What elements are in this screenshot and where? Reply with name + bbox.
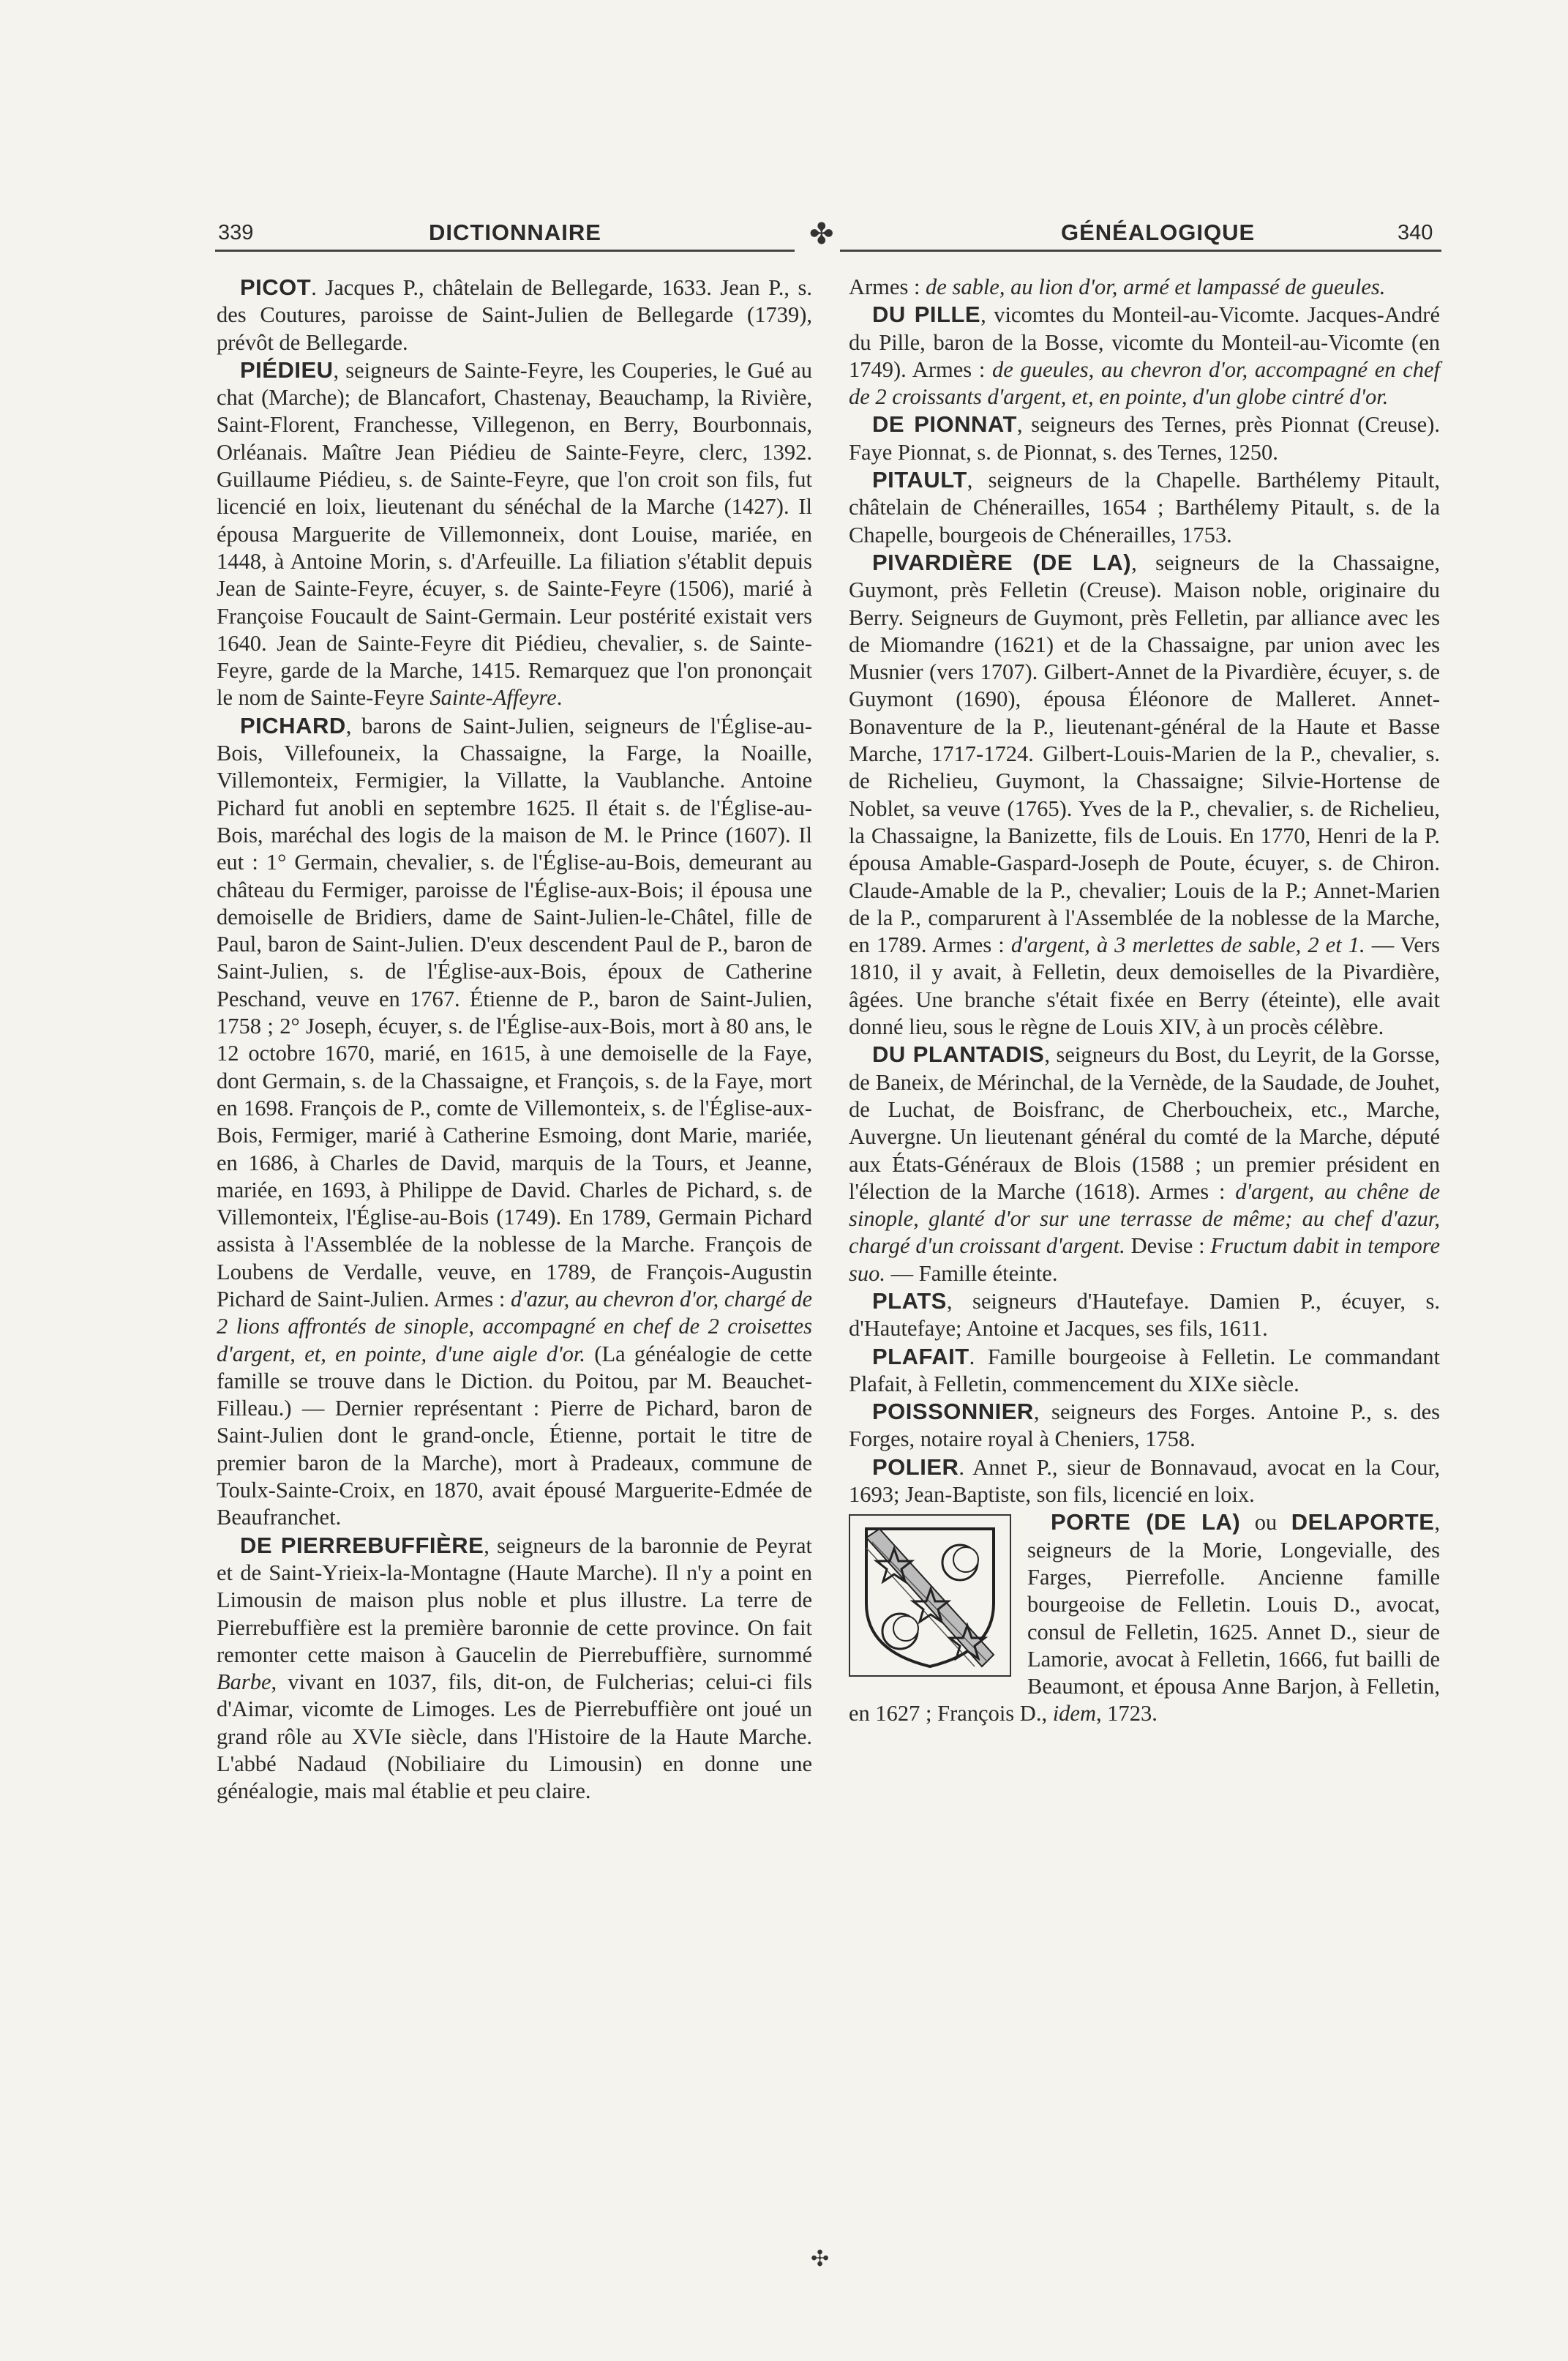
entry-text: , seigneurs d'Hautefaye. Damien P., écuyer, s. d'Hautefaye; Antoine et Jacques, ses fils, 1611.	[849, 1288, 1440, 1342]
entry-poissonnier	[849, 1398, 1440, 1453]
fleuron-top-icon: ✤	[809, 217, 834, 250]
entry-name: PITAULT	[872, 467, 967, 493]
entry-text-after: .	[556, 685, 563, 711]
entry-name: PICHARD	[240, 712, 346, 738]
entry-text: . Annet P., sieur de Bonnavaud, avocat en la Cour, 1693; Jean-Baptiste, son fils, licencié en loix.	[849, 1454, 1440, 1508]
entry-name: PIÉDIEU	[240, 356, 334, 383]
entry-du-pille	[849, 301, 1440, 411]
entry-pitault	[849, 466, 1440, 549]
entry-arms: d'argent, au chêne de sinople, glanté d'or sur une terrasse de même; au chef d'azur, chargé d'un croissant d'argent.	[849, 1178, 1441, 1259]
left-column	[217, 274, 812, 2250]
entry-text: , seigneurs des Ternes, près Pionnat (Creuse). Faye Pionnat, s. de Pionnat, s. des Ternes, 1250.	[849, 412, 1440, 465]
entry-pichard	[217, 712, 812, 1532]
entry-text: , seigneurs des Forges. Antoine P., s. des Forges, notaire royal à Cheniers, 1758.	[849, 1399, 1440, 1452]
fleuron-bottom-icon: ✣	[811, 2247, 830, 2271]
entry-name: PICOT	[240, 274, 312, 300]
entry-name: POISSONNIER	[872, 1399, 1034, 1425]
page-number-right: 340	[1398, 221, 1433, 244]
entry-text: , barons de Saint-Julien, seigneurs de l'Église-au-Bois, Villefouneix, la Chassaigne, la Farge, la Noaille, Villemonteix, Fermigier, la Villatte, la Vaublanche. Antoine Pichard fut anobli en septembre 1625. Il était s. de l'Église-au-Bois, maréchal des logis de la maison de M. le Prince (1607). Il eut : 1° Germain, chevalier, s. de l'Église-au-Bois, demeurant au château du Fermiger, paroisse de l'Église-aux-Bois; il épousa une demoiselle de Bridiers, dame de Saint-Julien-le-Châtel, fille de Paul, baron de Saint-Julien. D'eux descendent Paul de P., baron de Saint-Julien, s. de l'Église-aux-Bois, époux de Catherine Peschand, veuve en 1767. Étienne de P., baron de Saint-Julien, 1758 ; 2° Joseph, écuyer, s. de l'Église-aux-Bois, mort à 80 ans, le 12 octobre 1670, marié, en 1615, à une demoiselle de la Faye, dont Germain, s. de la Chassaigne, et François, s. de la Faye, mort en 1698. François de P., comte de Villemonteix, s. de l'Église-aux-Bois, Fermiger, marié à Catherine Esmoing, dont Marie, mariée, en 1686, à Charles de David, marquis de la Tours, et Jeanne, mariée, en 1693, à Philippe de David. Charles de Pichard, s. de Villemonteix, l'Église-au-Bois (1749). En 1789, Germain Pichard assista à l'Assemblée de la noblesse de la Marche. François de Loubens de Verdalle, veuve, en 1789, de François-Augustin Pichard de Saint-Julien. Armes :	[217, 713, 812, 1312]
entry-arms: de sable, au lion d'or, armé et lampassé de gueules.	[926, 274, 1386, 299]
entry-text-after: , seigneurs de la Morie, Longevialle, des Farges, Pierrefolle. Ancienne famille bourgeoise de Felletin. Louis D., avocat, consul de Felletin, 1625. Annet D., sieur de Lamorie, avocat à Felletin, 1666, fut bailli de Beaumont, et épousa Anne Barjon, à Felletin, en 1627 ; François D.,	[849, 1510, 1440, 1726]
entry-polier	[849, 1453, 1440, 1509]
right-column	[849, 274, 1440, 2264]
entry-text: , seigneurs du Bost, du Leyrit, de la Gorsse, de Baneix, de Mérinchal, de la Vernède, de la Saudade, de Jouhet, de Luchat, de Boisfranc, de Cherboucheix, etc., Marche, Auvergne. Un lieutenant général du comté de la Marche, député aux États-Généraux de Blois (1588 ; un premier président en l'élection de la Marche (1618). Armes :	[849, 1042, 1440, 1204]
entry-pierrebuffiere-arms	[849, 274, 1440, 301]
entry-text: Armes :	[849, 274, 926, 299]
entry-text: ou	[1240, 1510, 1291, 1535]
entry-plafait	[849, 1343, 1440, 1399]
entry-plats	[849, 1287, 1440, 1343]
entry-arms: Sainte-Affeyre	[429, 685, 557, 711]
entry-name: DE PIERREBUFFIÈRE	[240, 1532, 484, 1558]
entry-text: , seigneurs de la baronnie de Peyrat et de Saint-Yrieix-la-Montagne (Haute Marche). Il n'y a point en Limousin de maison plus noble et plus illustre. La terre de Pierrebuffière est la première baronnie de cette province. On fait remonter cette maison à Gaucelin de Pierrebuffière, surnommé	[217, 1533, 812, 1667]
entry-name: DU PLANTADIS	[872, 1041, 1045, 1068]
entry-name: PLAFAIT	[872, 1343, 969, 1369]
entry-arms: de gueules, au chevron d'or, accompagné en chef de 2 croissants d'argent, et, en pointe, d'un globe cintré d'or.	[849, 356, 1441, 410]
entry-text-after: — Vers 1810, il y avait, à Felletin, deux demoiselles de la Pivardière, âgées. Une branche s'était fixée en Berry (éteinte), elle avait donné lieu, sous le règne de Louis XIV, à un procès célèbre.	[849, 932, 1440, 1040]
entry-piedieu	[217, 356, 812, 712]
page-number-left: 339	[218, 221, 254, 244]
entry-name: PORTE (DE LA)	[1051, 1509, 1241, 1535]
entry-text: . Famille bourgeoise à Felletin. Le commandant Plafait, à Felletin, commencement du XIXe siècle.	[849, 1344, 1440, 1396]
header-title-right: GÉNÉALOGIQUE	[1061, 220, 1256, 245]
entry-name: POLIER	[872, 1453, 959, 1480]
entry-text-after2: — Famille éteinte.	[885, 1260, 1058, 1286]
entry-name: DU PILLE	[872, 302, 981, 328]
entry-picot	[217, 274, 812, 356]
entry-name: PLATS	[872, 1287, 947, 1314]
entry-arms: Barbe	[217, 1669, 271, 1695]
header-title-left: DICTIONNAIRE	[429, 220, 601, 245]
entry-motto: Fructum dabit in tempore suo.	[849, 1233, 1440, 1286]
shield-icon	[850, 1516, 1010, 1675]
entry-text-after: , vivant en 1037, fils, dit-on, de Fulcherias; celui-ci fils d'Aimar, vicomte de Limoges. Les de Pierrebuffière ont joué un grand rôle au XVIe siècle, dans l'Histoire de la Haute Marche. L'abbé Nadaud (Nobiliaire du Limousin) en donne une généalogie, mais mal établie et peu claire.	[217, 1669, 812, 1804]
header-rule-left	[215, 250, 795, 252]
entry-text: , seigneurs de Sainte-Feyre, les Couperies, le Gué au chat (Marche); de Blancafort, Chastenay, Beauchamp, la Rivière, Saint-Florent, Franchesse, Villegenon, en Berry, Bourbonnais, Orléanais. Maître Jean Piédieu de Sainte-Feyre, clerc, 1392. Guillaume Piédieu, s. de Sainte-Feyre, que l'on croit son fils, fut licencié en loix, lieutenant du sénéchal de la Marche (1427). Il épousa Marguerite de Villemonneix, dont Louise, mariée, en 1448, à Antoine Morin, s. d'Arfeuille. La filiation s'établit depuis Jean de Sainte-Feyre, écuyer, s. de Sainte-Feyre (1506), marié à Françoise Foucault de Saint-Germain. Leur postérité existait vers 1640. Jean de Sainte-Feyre dit Piédieu, chevalier, s. de Sainte-Feyre, garde de la Marche, 1415. Remarquez que l'on prononçait le nom de Sainte-Feyre	[217, 357, 812, 711]
entry-pierrebuffiere	[217, 1532, 812, 1806]
entry-name: DE PIONNAT	[872, 411, 1017, 438]
entry-text: , seigneurs de la Chassaigne, Guymont, près Felletin (Creuse). Maison noble, originaire du Berry. Seigneurs de Guymont, près Felletin, par alliance avec les de Miomandre (1621) et de la Chassaigne, par union avec les Musnier (vers 1707). Gilbert-Annet de la Pivardière, écuyer, s. de Guymont (1690), épousa Éléonore de Malleret. Annet-Bonaventure de la P., lieutenant-général de la Haute et Basse Marche, 1717-1724. Gilbert-Louis-Marien de la P., chevalier, s. de Richelieu, Guymont, la Chassaigne; Silvie-Hortense de Noblet, sa veuve (1765). Yves de la P., chevalier, s. de Richelieu, la Chassaigne, la Banizette, fils de Louis. En 1770, Henri de la P. épousa Amable-Gaspard-Joseph de Poute, écuyer, s. de Chiron. Claude-Amable de la P., chevalier; Louis de la P.; Annet-Marien de la P., comparurent à l'Assemblée de la noblesse de la Marche, en 1789. Armes :	[849, 550, 1440, 958]
coat-of-arms-image	[849, 1514, 1011, 1677]
entry-text: , seigneurs de la Chapelle. Barthélemy Pitault, châtelain de Chénerailles, 1654 ; Barthélemy Pitault, s. de la Chapelle, bourgeois de Chénerailles, 1753.	[849, 468, 1440, 547]
entry-arms: d'argent, à 3 merlettes de sable, 2 et 1.	[1010, 932, 1365, 958]
entry-text-after: Devise :	[1125, 1233, 1211, 1259]
entry-arms: idem	[1052, 1701, 1096, 1726]
entry-text-after: (La généalogie de cette famille se trouve dans le Diction. du Poitou, par M. Beauchet-Filleau.) — Dernier représentant : Pierre de Pichard, baron de Saint-Julien dont le grand-oncle, Étienne, portait le titre de premier baron de la Marche), mort à Pradeaux, commune de Toulx-Sainte-Croix, en 1870, avait épousé Marguerite-Edmée de Beaufranchet.	[217, 1341, 812, 1530]
entry-pivardiere	[849, 549, 1440, 1041]
entry-arms: d'azur, au chevron d'or, chargé de 2 lions affrontés de sinople, accompagné en chef de 2 croisettes d'argent, et, en pointe, d'une aigle d'or.	[217, 1286, 812, 1366]
entry-name-alt: DELAPORTE	[1291, 1509, 1435, 1535]
entry-name: PIVARDIÈRE (DE LA)	[872, 549, 1132, 575]
entry-text: , vicomtes du Monteil-au-Vicomte. Jacques-André du Pille, baron de la Bosse, vicomte du Monteil-au-Vicomte (en 1749). Armes :	[849, 302, 1440, 382]
header-rule-right	[840, 250, 1441, 252]
entry-text-after2: , 1723.	[1096, 1701, 1158, 1726]
entry-text: . Jacques P., châtelain de Bellegarde, 1633. Jean P., s. des Coutures, paroisse de Saint-Julien de Bellegarde (1739), prévôt de Bellegarde.	[217, 275, 812, 355]
entry-du-plantadis	[849, 1041, 1440, 1287]
entry-de-pionnat	[849, 411, 1440, 466]
